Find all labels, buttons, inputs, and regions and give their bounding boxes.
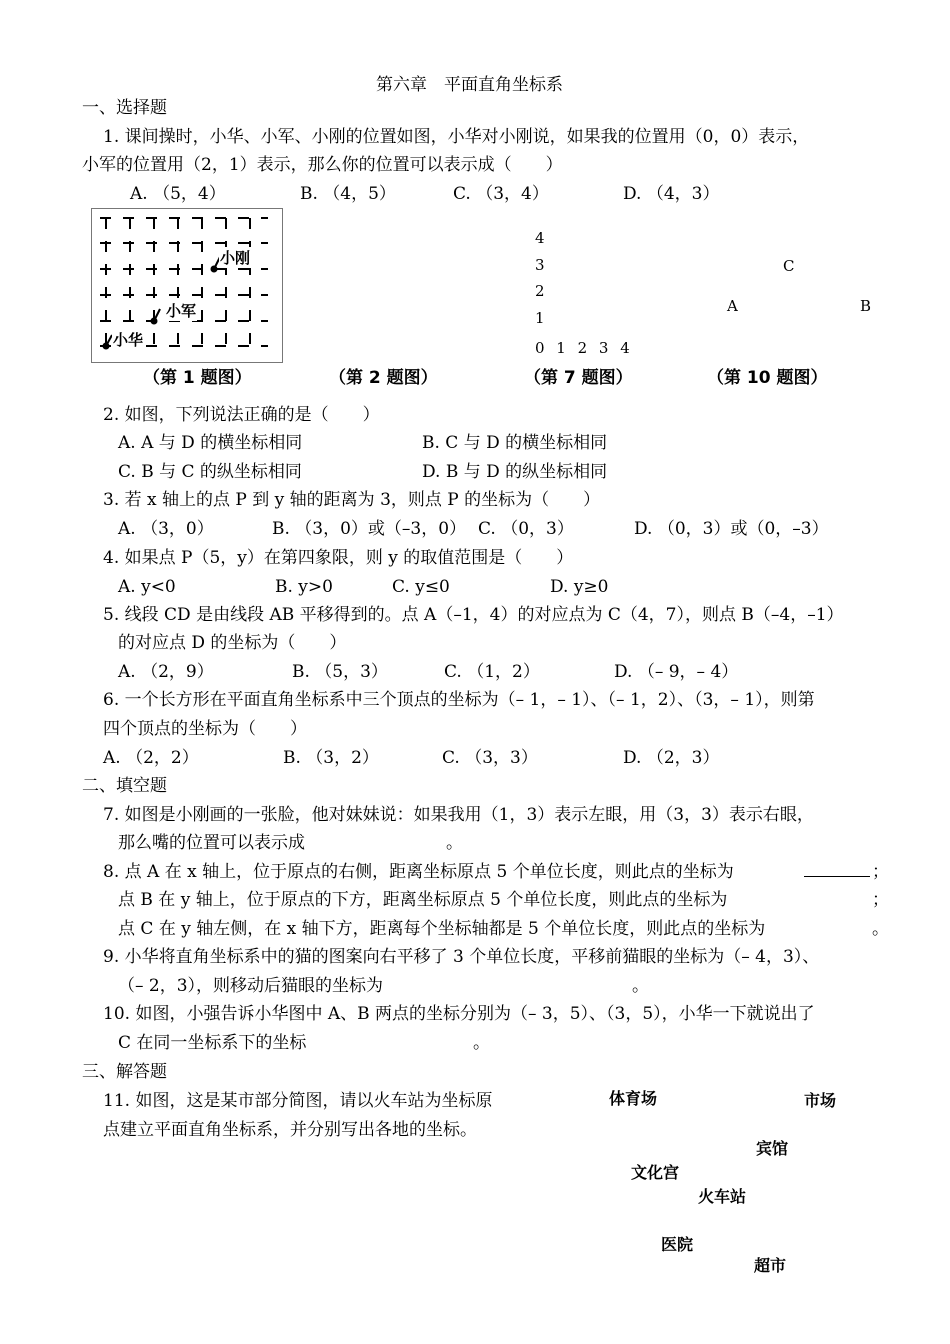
q5-option-b: B. （5，3） [292, 662, 388, 682]
q2-option-d: D. B 与 D 的纵坐标相同 [422, 462, 608, 482]
q5-option-a: A. （2，9） [118, 662, 214, 682]
q2-option-a: A. A 与 D 的横坐标相同 [118, 433, 303, 453]
q1-option-c: C. （3，4） [453, 184, 549, 204]
q10-line2: C 在同一坐标系下的坐标 [118, 1033, 307, 1053]
section-fill-heading: 二、填空题 [82, 776, 167, 796]
q2-option-b: B. C 与 D 的横坐标相同 [422, 433, 608, 453]
caption-fig7: （第 7 题图） [524, 368, 633, 388]
section-answer-heading: 三、解答题 [82, 1062, 167, 1082]
q5-option-c: C. （1，2） [444, 662, 540, 682]
q6-option-a: A. （2，2） [103, 748, 199, 768]
q3-option-a: A. （3，0） [118, 519, 214, 539]
map-label-culture-palace: 文化宫 [631, 1163, 680, 1182]
q9-line1: 9. 小华将直角坐标系中的猫的图案向右平移了 3 个单位长度，平移前猫眼的坐标为（– 4，3）、 [103, 947, 820, 967]
caption-fig10: （第 10 题图） [707, 368, 828, 388]
map-label-hotel: 宾馆 [756, 1139, 789, 1158]
label-xiaogang: 小刚 [220, 249, 251, 267]
q1-option-a: A. （5，4） [130, 184, 226, 204]
q10-line1: 10. 如图，小强告诉小华图中 A、B 两点的坐标分别为（– 3，5）、（3，5），小华一下就说出了 [103, 1004, 815, 1024]
q6-option-b: B. （3，2） [283, 748, 379, 768]
q3-option-b: B. （3，0）或（–3，0） [272, 519, 467, 539]
q9-line2: （– 2，3），则移动后猫眼的坐标为 [118, 976, 384, 996]
page-title: 第六章 平面直角坐标系 [376, 75, 563, 95]
q3-option-c: C. （0，3） [478, 519, 574, 539]
q5-line2: 的对应点 D 的坐标为（ ） [118, 633, 347, 653]
map-label-market: 市场 [804, 1091, 837, 1110]
q11-line1: 11. 如图，这是某市部分简图，请以火车站为坐标原 [103, 1091, 493, 1111]
q7-end: 。 [446, 833, 463, 853]
label-xiaojun: 小军 [166, 302, 197, 320]
q6-option-c: C. （3，3） [442, 748, 538, 768]
q2-stem: 2. 如图，下列说法正确的是（ ） [103, 405, 380, 425]
figure-1-grid [91, 208, 283, 363]
map-label-hospital: 医院 [661, 1235, 694, 1254]
q5-option-d: D. （– 9，– 4） [614, 662, 739, 682]
fig7-ytick-3: 3 [535, 256, 545, 274]
q4-option-b: B. y>0 [275, 577, 333, 597]
q8-line3-end: 。 [872, 919, 889, 939]
map-label-train-station: 火车站 [698, 1187, 747, 1206]
fig7-ytick-2: 2 [535, 282, 545, 300]
q1-option-b: B. （4，5） [300, 184, 396, 204]
caption-fig2: （第 2 题图） [329, 368, 438, 388]
q3-stem: 3. 若 x 轴上的点 P 到 y 轴的距离为 3，则点 P 的坐标为（ ） [103, 490, 601, 510]
q7-line1: 7. 如图是小刚画的一张脸，他对妹妹说：如果我用（1，3）表示左眼，用（3，3）表示右眼， [103, 805, 814, 825]
q8-line3: 点 C 在 y 轴左侧，在 x 轴下方，距离每个坐标轴都是 5 个单位长度，则此点的坐标为 [118, 919, 766, 939]
q7-line2: 那么嘴的位置可以表示成 [118, 833, 305, 853]
q6-line2: 四个顶点的坐标为（ ） [103, 719, 307, 739]
q8-blank-1 [804, 862, 870, 882]
q6-option-d: D. （2，3） [623, 748, 720, 768]
q6-line1: 6. 一个长方形在平面直角坐标系中三个顶点的坐标为（– 1，– 1）、（– 1，2）、（3，– 1），则第 [103, 690, 815, 710]
q1-line2: 小军的位置用（2，1）表示，那么你的位置可以表示成（ ） [82, 155, 563, 175]
q8-line1-end: ； [872, 862, 889, 882]
fig10-point-c: C [783, 257, 795, 275]
label-xiaohua: 小华 [113, 331, 144, 349]
q4-option-d: D. y≥0 [550, 577, 609, 597]
q10-end: 。 [473, 1033, 490, 1053]
q2-option-c: C. B 与 C 的纵坐标相同 [118, 462, 302, 482]
q8-line2-end: ； [872, 890, 889, 910]
q4-option-c: C. y≤0 [392, 577, 450, 597]
q8-line1: 8. 点 A 在 x 轴上，位于原点的右侧，距离坐标原点 5 个单位长度，则此点的坐标为 [103, 862, 734, 882]
map-label-stadium: 体育场 [609, 1089, 658, 1108]
fig10-point-b: B [860, 297, 872, 315]
q4-stem: 4. 如果点 P（5，y）在第四象限，则 y 的取值范围是（ ） [103, 548, 574, 568]
section-choice-heading: 一、选择题 [82, 98, 167, 118]
map-label-supermarket: 超市 [754, 1256, 787, 1275]
q4-option-a: A. y<0 [118, 577, 176, 597]
q1-option-d: D. （4，3） [623, 184, 720, 204]
fig7-ytick-4: 4 [535, 229, 545, 247]
q8-line2: 点 B 在 y 轴上，位于原点的下方，距离坐标原点 5 个单位长度，则此点的坐标为 [118, 890, 728, 910]
q9-end: 。 [632, 976, 649, 996]
fig7-xticks: 0 1 2 3 4 [535, 339, 630, 357]
q3-option-d: D. （0，3）或（0，–3） [634, 519, 829, 539]
fig10-point-a: A [727, 297, 738, 315]
q5-line1: 5. 线段 CD 是由线段 AB 平移得到的。点 A（–1，4）的对应点为 C（4，7），则点 B（–4，–1） [103, 605, 844, 625]
q1-line1: 1. 课间操时，小华、小军、小刚的位置如图，小华对小刚说，如果我的位置用（0，0）表示， [103, 127, 810, 147]
fig7-ytick-1: 1 [535, 309, 545, 327]
q11-line2: 点建立平面直角坐标系，并分别写出各地的坐标。 [103, 1120, 477, 1140]
caption-fig1: （第 1 题图） [143, 368, 252, 388]
